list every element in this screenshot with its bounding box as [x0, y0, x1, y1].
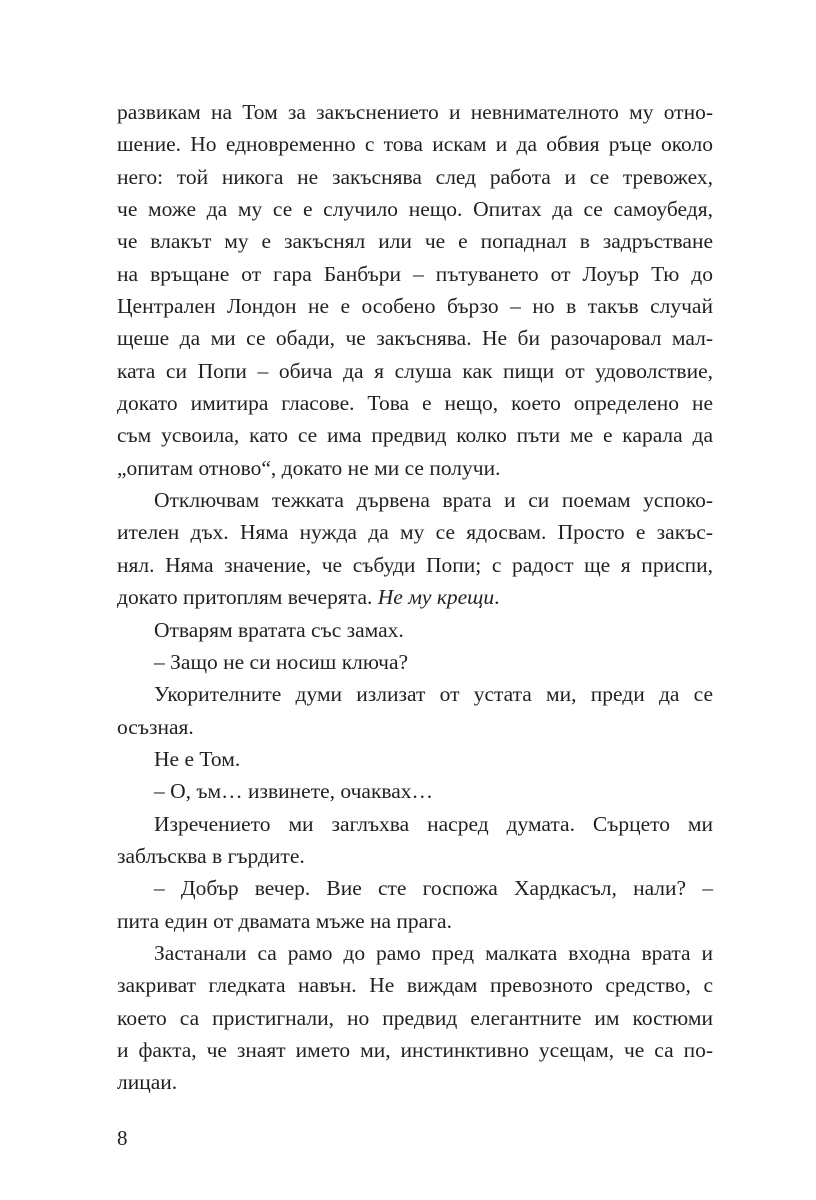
text-line	[117, 161, 713, 193]
text-segment: шение. Но едновременно с това искам и да обвия ръце около	[117, 132, 713, 157]
text-segment: закриват гледката навън. Не виждам превозното средство, с	[117, 973, 713, 998]
text-line	[117, 549, 713, 581]
text-segment: .	[494, 585, 500, 610]
paragraph	[117, 775, 713, 807]
text-segment: пита един от двамата мъже на прага.	[117, 908, 452, 933]
text-segment: Изречението ми заглъхва насред думата. Сърцето ми	[154, 811, 713, 836]
text-line	[117, 128, 713, 160]
text-segment: Отварям вратата със замах.	[154, 617, 404, 642]
paragraph	[117, 937, 713, 1099]
book-text	[117, 96, 713, 1099]
paragraph	[117, 614, 713, 646]
text-segment: ителен дъх. Няма нужда да му се ядосвам. Просто е закъс-	[117, 520, 713, 545]
text-segment: и факта, че знаят името ми, инстинктивно усещам, че са по-	[117, 1037, 713, 1062]
text-segment: Отключвам тежката дървена врата и си поемам успоко-	[154, 488, 713, 513]
text-segment: че може да му се е случило нещо. Опитах да се самоубедя,	[117, 197, 713, 222]
text-line	[117, 872, 713, 904]
paragraph	[117, 96, 713, 484]
text-line	[117, 1066, 713, 1098]
text-line	[117, 969, 713, 1001]
text-segment: – Защо не си носиш ключа?	[154, 649, 409, 674]
text-segment: – О, ъм… извинете, очаквах…	[154, 779, 434, 804]
paragraph	[117, 808, 713, 873]
text-line	[117, 225, 713, 257]
paragraph	[117, 646, 713, 678]
text-segment: него: той никога не закъснява след работа и се тревожех,	[117, 164, 713, 189]
text-segment: Застанали са рамо до рамо пред малката входна врата и	[154, 940, 713, 965]
text-segment: развикам на Том за закъснението и невнимателното му отно-	[117, 100, 713, 124]
text-segment: съм усвоила, като се има предвид колко пъти ме е карала да	[117, 423, 713, 448]
text-line	[117, 322, 713, 354]
text-segment: – Добър вечер. Вие сте госпожа Хардкасъл, нали? –	[154, 876, 713, 901]
text-line	[117, 775, 713, 807]
text-line	[117, 808, 713, 840]
text-segment: щеше да ми се обади, че закъснява. Не би разочаровал мал-	[117, 326, 713, 351]
text-segment: Не е Том.	[154, 746, 241, 771]
text-line	[117, 96, 713, 128]
text-line	[117, 1002, 713, 1034]
paragraph	[117, 678, 713, 743]
text-segment: осъзная.	[117, 714, 194, 739]
paragraph	[117, 484, 713, 613]
text-segment: Централен Лондон не е особено бързо – но в такъв случай	[117, 294, 713, 319]
paragraph	[117, 743, 713, 775]
text-segment: „опитам отново“, докато не ми се получи.	[117, 455, 501, 480]
text-line	[117, 614, 713, 646]
italic-thought: Не му крещи	[377, 585, 495, 610]
text-line	[117, 646, 713, 678]
text-segment: което са пристигнали, но предвид елегантните им костюми	[117, 1005, 713, 1030]
text-segment: ката си Попи – обича да я слуша как пищи от удоволствие,	[117, 358, 713, 383]
text-line	[117, 937, 713, 969]
text-line	[117, 484, 713, 516]
text-segment: докато имитира гласове. Това е нещо, което определено не	[117, 391, 713, 416]
text-line	[117, 905, 713, 937]
paragraph	[117, 872, 713, 937]
text-line	[117, 387, 713, 419]
text-line	[117, 743, 713, 775]
text-line	[117, 419, 713, 451]
text-line	[117, 678, 713, 710]
text-line	[117, 516, 713, 548]
text-line	[117, 840, 713, 872]
text-line	[117, 1034, 713, 1066]
text-line	[117, 581, 713, 613]
text-line	[117, 193, 713, 225]
text-segment: на връщане от гара Банбъри – пътуването от Лоуър Тю до	[117, 261, 713, 286]
text-line	[117, 355, 713, 387]
text-line	[117, 452, 713, 484]
text-segment: Укорителните думи излизат от устата ми, преди да се	[154, 682, 713, 707]
text-segment: нял. Няма значение, че събуди Попи; с радост ще я приспи,	[117, 552, 713, 577]
text-segment: заблъсква в гърдите.	[117, 843, 305, 868]
text-segment: лицаи.	[117, 1070, 178, 1095]
text-line	[117, 290, 713, 322]
page-number: 8	[117, 1126, 128, 1150]
text-line	[117, 258, 713, 290]
text-segment: докато притоплям вечерята.	[117, 585, 378, 610]
text-line	[117, 711, 713, 743]
text-segment: че влакът му е закъснял или че е попаднал в задръстване	[117, 229, 713, 254]
